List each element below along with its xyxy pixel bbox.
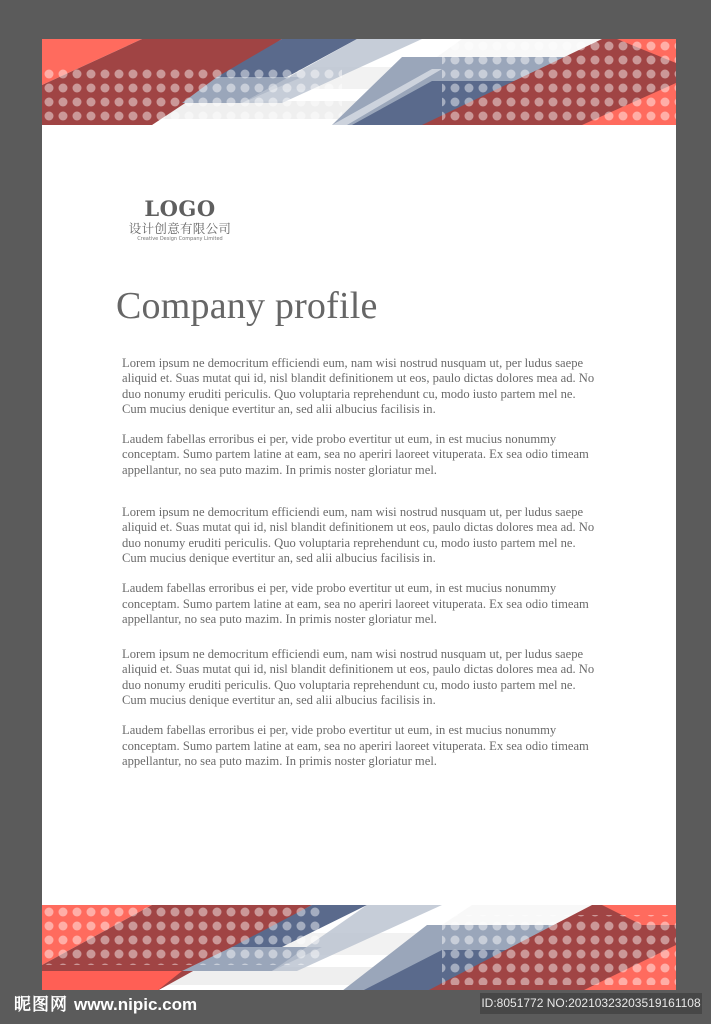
bottom-decorative-band [42, 905, 676, 990]
top-decorative-band [42, 39, 676, 125]
bottom-band-graphic [42, 905, 676, 990]
site-url: www.nipic.com [74, 995, 198, 1014]
logo-english-name: Creative Design Company Limited [137, 236, 223, 242]
letterhead-page [42, 39, 676, 990]
site-watermark [14, 994, 197, 1016]
logo-chinese-name: 设计创意有限公司 [128, 221, 232, 236]
paragraph: Lorem ipsum ne democritum efficiendi eum, nam wisi nostrud nusquam ut, per ludus saepe aliquid et. Suas mutat qui id, nisl blandit definitionem ut eos, paulo dictas dolores mea ad. No duo nonumy eruditi periculis. Quo voluptaria reprehendunt cu, modo iusto partem mel ne. Cum mucius denique evertitur an, sed alii albucius facilisis in. [122, 647, 595, 708]
section-3 [122, 647, 602, 769]
section-2 [122, 505, 602, 627]
paragraph: Laudem fabellas erroribus ei per, vide probo evertitur ut eum, in est mucius nonummy conceptam. Sumo partem latine at eam, sea no aperiri laoreet vituperata. Ex sea odio timeam appellantur, no sea puto mazim. In primis noster gloriatur mel. [122, 581, 589, 626]
paragraph: Laudem fabellas erroribus ei per, vide probo evertitur ut eum, in est mucius nonummy conceptam. Sumo partem latine at eam, sea no aperiri laoreet vituperata. Ex sea odio timeam appellantur, no sea puto mazim. In primis noster gloriatur mel. [122, 432, 589, 477]
page-title: Company profile [116, 285, 378, 327]
company-logo [120, 197, 240, 243]
paragraph: Lorem ipsum ne democritum efficiendi eum, nam wisi nostrud nusquam ut, per ludus saepe aliquid et. Suas mutat qui id, nisl blandit definitionem ut eos, paulo dictas dolores mea ad. No duo nonumy eruditi periculis. Quo voluptaria reprehendunt cu, modo iusto partem mel ne. Cum mucius denique evertitur an, sed alii albucius facilisis in. [122, 505, 595, 565]
image-id-label: ID:8051772 NO:20210323203519161108 [480, 993, 702, 1014]
top-band-graphic [42, 39, 676, 125]
site-name: 昵图网 [14, 995, 68, 1015]
paragraph: Laudem fabellas erroribus ei per, vide probo evertitur ut eum, in est mucius nonummy conceptam. Sumo partem latine at eam, sea no aperiri laoreet vituperata. Ex sea odio timeam appellantur, no sea puto mazim. In primis noster gloriatur mel. [122, 723, 589, 768]
paragraph: Lorem ipsum ne democritum efficiendi eum, nam wisi nostrud nusquam ut, per ludus saepe aliquid et. Suas mutat qui id, nisl blandit definitionem ut eos, paulo dictas dolores mea ad. No duo nonumy eruditi periculis. Quo voluptaria reprehendunt cu, modo iusto partem mel ne. Cum mucius denique evertitur an, sed alii albucius facilisis in. [122, 356, 595, 416]
body-content [122, 356, 602, 769]
section-1 [122, 356, 602, 478]
logo-wordmark: LOGO [144, 196, 216, 221]
